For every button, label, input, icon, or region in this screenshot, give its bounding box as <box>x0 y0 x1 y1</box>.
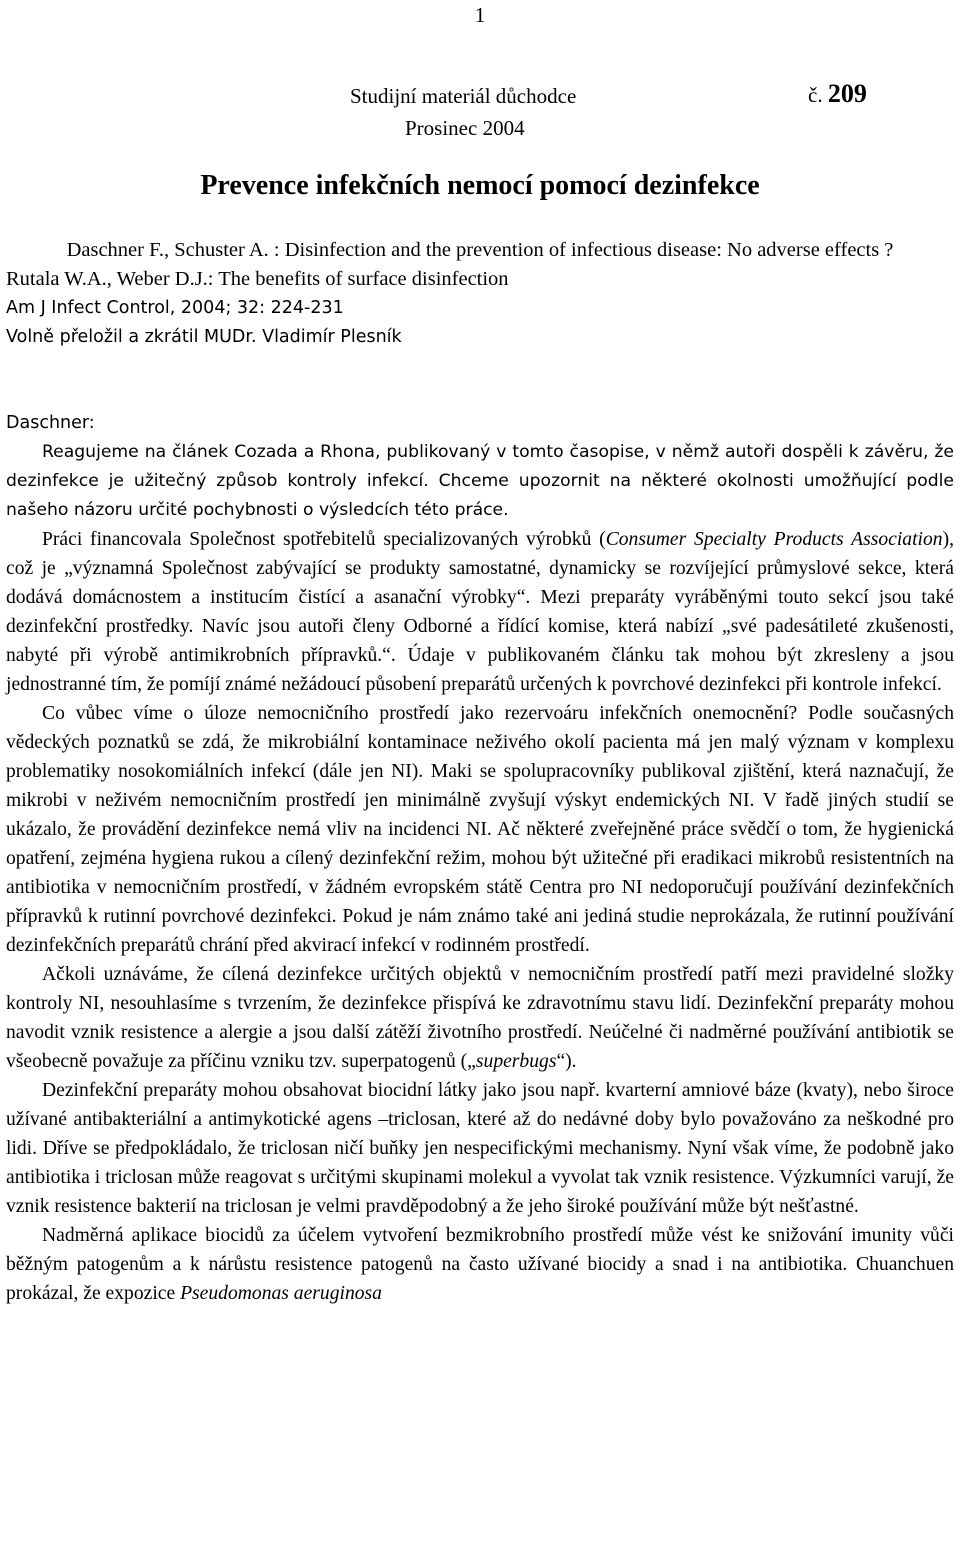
citation-rutala: Rutala W.A., Weber D.J.: The benefits of surface disinfection <box>6 268 509 290</box>
header-series: Studijní materiál důchodce <box>350 84 577 108</box>
page-number: 1 <box>474 3 486 27</box>
paragraph-6-part-a: Nadměrná aplikace biocidů za účelem vytvoření bezmikrobního prostředí může vést ke snižování imunity vůči běžným patogenům a k nárůstu resistence patogenů na často užívané biocidy a snad i na antibiotika. Chuanchuen prokázal, že expozice <box>6 1225 954 1304</box>
article-title: Prevence infekčních nemocí pomocí dezinfekce <box>200 170 760 201</box>
section-heading-daschner: Daschner: <box>6 413 95 433</box>
paragraph-2 <box>6 525 954 699</box>
citation-daschner: Daschner F., Schuster A. : Disinfection and the prevention of infectious disease: No adverse effects ? <box>66 239 894 261</box>
citation-journal: Am J Infect Control, 2004; 32: 224-231 <box>6 298 344 318</box>
issue-prefix: č. <box>808 83 823 107</box>
paragraph-1: Reagujeme na článek Cozada a Rhona, publikovaný v tomto časopise, v němž autoři dospěli k závěru, že dezinfekce je užitečný způsob kontroly infekcí. Chceme upozornit na některé okolnosti umožňující podle našeho názoru určité pochybnosti o výsledcích této práce. <box>6 442 954 520</box>
issue-number: 209 <box>827 79 867 108</box>
paragraph-4-part-a: Ačkoli uznáváme, že cílená dezinfekce určitých objektů v nemocničním prostředí patří mezi pravidelné složky kontroly NI, nesouhlasíme s tvrzením, že dezinfekce přispívá ke zdravotnímu stavu lidí. Dezinfekční preparáty mohou navodit vznik resistence a alergie a jsou další zátěží životního prostředí. Neúčelné či nadměrné používání antibiotik se všeobecně považuje za příčinu vzniku tzv. superpatogenů („ <box>6 964 954 1072</box>
paragraph-5: Dezinfekční preparáty mohou obsahovat biocidní látky jako jsou např. kvarterní amniové báze (kvaty), nebo široce užívané antibakteriální a antimykotické agens –triclosan, které až do nedávné doby bylo považováno za neškodné pro lidi. Dříve se předpokládalo, že triclosan ničí buňky jen nespecifickými mechanismy. Nyní však víme, že podobně jako antibiotika i triclosan může reagovat s určitými skupinami molekul a vyvolat tak vznik resistence. Výzkumníci varují, že vznik resistence bakterií na triclosan je velmi pravděpodobný a že jeho široké používání může být nešťastné. <box>6 1080 954 1217</box>
paragraph-2-part-a: Práci financovala Společnost spotřebitelů specializovaných výrobků ( <box>42 529 606 550</box>
header-issue-number <box>808 80 867 109</box>
paragraph-4 <box>6 960 954 1076</box>
paragraph-2-part-b: ), což je „významná Společnost zabývající se produkty samostatné, dynamicky se rozvíjející průmyslové sekce, která dodává domácnostem a institucím čistící a asanační výrobky“. Mezi preparáty vyráběnými touto sekcí jsou také dezinfekční prostředky. Navíc jsou autoři členy Odborné a řídící komise, která nabízí „své padesátileté zkušenosti, nabyté při výrobě antimikrobních přípravků.“. Údaje v publikovaném článku tak mohou být zkresleny a jsou jednostranné tím, že pomíjí známé nežádoucí působení preparátů určených k povrchové dezinfekci při kontrole infekcí. <box>6 529 954 695</box>
paragraph-4-italic: superbugs <box>475 1051 557 1072</box>
paragraph-3: Co vůbec víme o úloze nemocničního prostředí jako rezervoáru infekčních onemocnění? Podle současných vědeckých poznatků se zdá, že mikrobiální kontaminace neživého okolí pacienta má jen malý význam v komplexu problematiky nosokomiálních infekcí (dále jen NI). Maki se spolupracovníky publikoval zjištění, která naznačují, že mikrobi v neživém nemocničním prostředí jen minimálně zvyšují výskyt endemických NI. V řadě jiných studií se ukázalo, že provádění dezinfekce nemá vliv na incidenci NI. Ač některé zveřejněné práce svědčí o tom, že hygienická opatření, zejména hygiena rukou a cílený dezinfekční režim, mohou být užitečné při eradikaci mikrobů resistentních na antibiotika v nemocničním prostředí, v žádném evropském státě Centra pro NI nedoporučují používání dezinfekčních přípravků k rutinní povrchové dezinfekci. Pokud je nám známo také ani jediná studie neprokázala, že rutinní používání dezinfekčních preparátů chrání před akvirací infekcí v rodinném prostředí. <box>6 703 954 956</box>
paragraph-4-part-b: “). <box>556 1051 577 1072</box>
paragraph-6-italic: Pseudomonas aeruginosa <box>180 1283 382 1304</box>
paragraph-2-italic: Consumer Specialty Products Association <box>605 529 943 550</box>
translator-note: Volně přeložil a zkrátil MUDr. Vladimír Plesník <box>6 327 402 347</box>
paragraph-6 <box>6 1221 954 1308</box>
header-date: Prosinec 2004 <box>405 116 525 140</box>
article-body <box>6 438 954 1308</box>
citations <box>6 236 954 352</box>
